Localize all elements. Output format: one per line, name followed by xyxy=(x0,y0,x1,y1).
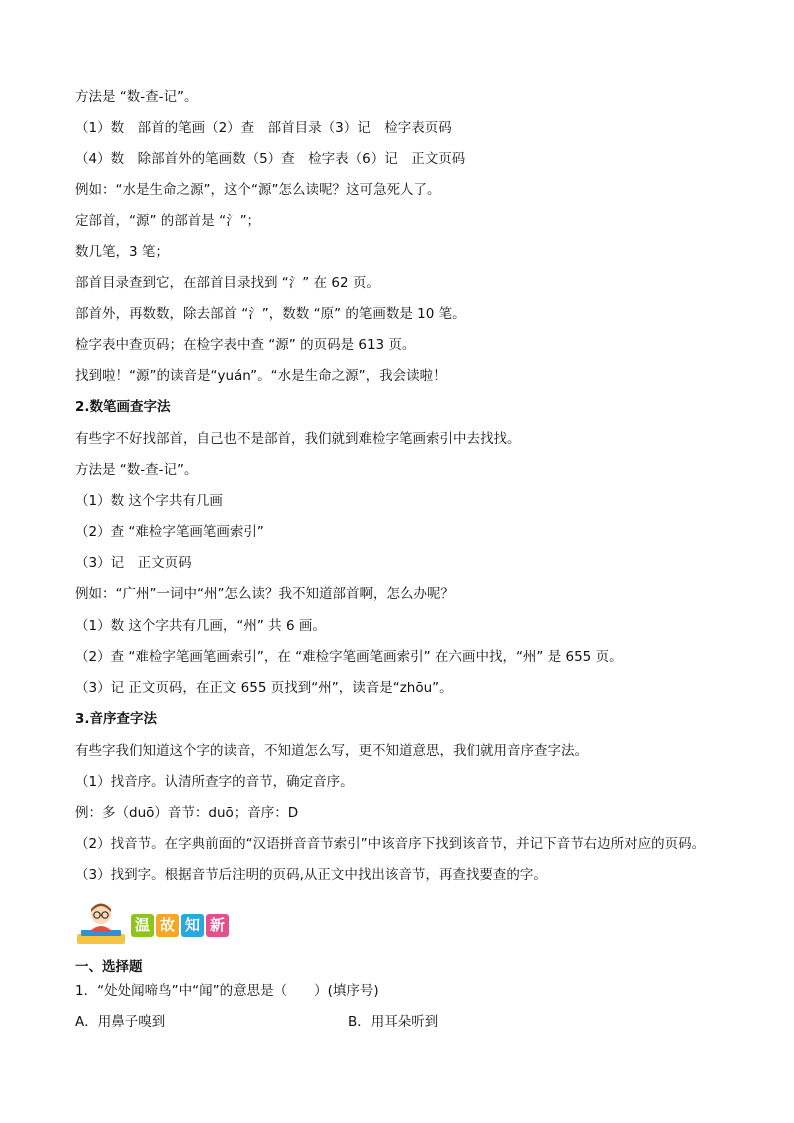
text-line: 有些字不好找部首，自己也不是部首，我们就到难检字笔画索引中去找找。 xyxy=(75,431,521,447)
text-line: 检字表中查页码；在检字表中查 “源” 的页码是 613 页。 xyxy=(75,337,416,353)
text-line: （1）数 这个字共有几画，“州” 共 6 画。 xyxy=(75,618,326,634)
text-line: （2）查 “难检字笔画笔画索引” xyxy=(75,524,264,540)
badge-tile: 温 xyxy=(131,914,154,937)
text-line: （2）查 “难检字笔画笔画索引”，在 “难检字笔画笔画索引” 在六画中找，“州” 是 655 页。 xyxy=(75,649,623,665)
text-line: 有些字我们知道这个字的读音，不知道怎么写，更不知道意思，我们就用音序查字法。 xyxy=(75,743,588,759)
text-line: （1）数 这个字共有几画 xyxy=(75,493,223,509)
text-line: （3）找到字。根据音节后注明的页码,从正文中找出该音节，再查找要查的字。 xyxy=(75,867,547,883)
text-line: 方法是 “数-查-记”。 xyxy=(75,462,198,478)
text-line: （3）记 正文页码 xyxy=(75,555,192,571)
text-line: 例如：“广州”一词中“州”怎么读？我不知道部首啊，怎么办呢？ xyxy=(75,586,454,602)
section-heading: 2.数笔画查字法 xyxy=(75,399,171,415)
text-line: （1）数 部首的笔画（2）查 部首目录（3）记 检字表页码 xyxy=(75,120,452,136)
review-badge xyxy=(75,900,265,946)
text-line: 部首外，再数数，除去部首 “氵”，数数 “原” 的笔画数是 10 笔。 xyxy=(75,306,466,322)
text-line: 数几笔，3 笔； xyxy=(75,244,169,260)
text-line: 定部首，“源” 的部首是 “氵”； xyxy=(75,213,261,229)
text-line: 例：多（duō）音节：duō；音序：D xyxy=(75,805,299,821)
text-line: 找到啦！“源”的读音是“yuán”。“水是生命之源”，我会读啦！ xyxy=(75,368,447,384)
section-heading: 3.音序查字法 xyxy=(75,711,158,727)
badge-tile: 知 xyxy=(181,914,204,937)
badge-tile: 故 xyxy=(156,914,179,937)
badge-tile: 新 xyxy=(206,914,229,937)
text-line: （3）记 正文页码，在正文 655 页找到“州”，读音是“zhōu”。 xyxy=(75,680,453,696)
section-title: 一、选择题 xyxy=(75,959,143,975)
text-line: （4）数 除部首外的笔画数（5）查 检字表（6）记 正文页码 xyxy=(75,151,466,167)
text-line: （2）找音节。在字典前面的“汉语拼音音节索引”中该音序下找到该音节，并记下音节右边所对应的页码。 xyxy=(75,836,706,852)
text-line: （1）找音序。认清所查字的音节，确定音序。 xyxy=(75,774,354,790)
option-b: B．用耳朵听到 xyxy=(348,1014,439,1030)
text-line: 部首目录查到它，在部首目录找到 “氵” 在 62 页。 xyxy=(75,275,380,291)
question-1: 1．“处处闻啼鸟”中“闻”的意思是（ ）(填序号) xyxy=(75,983,379,999)
text-line: 例如：“水是生命之源”，这个“源”怎么读呢？这可急死人了。 xyxy=(75,182,441,198)
text-line: 方法是 “数-查-记”。 xyxy=(75,89,198,105)
option-a: A．用鼻子嗅到 xyxy=(75,1014,166,1030)
reading-child-icon xyxy=(75,900,127,946)
